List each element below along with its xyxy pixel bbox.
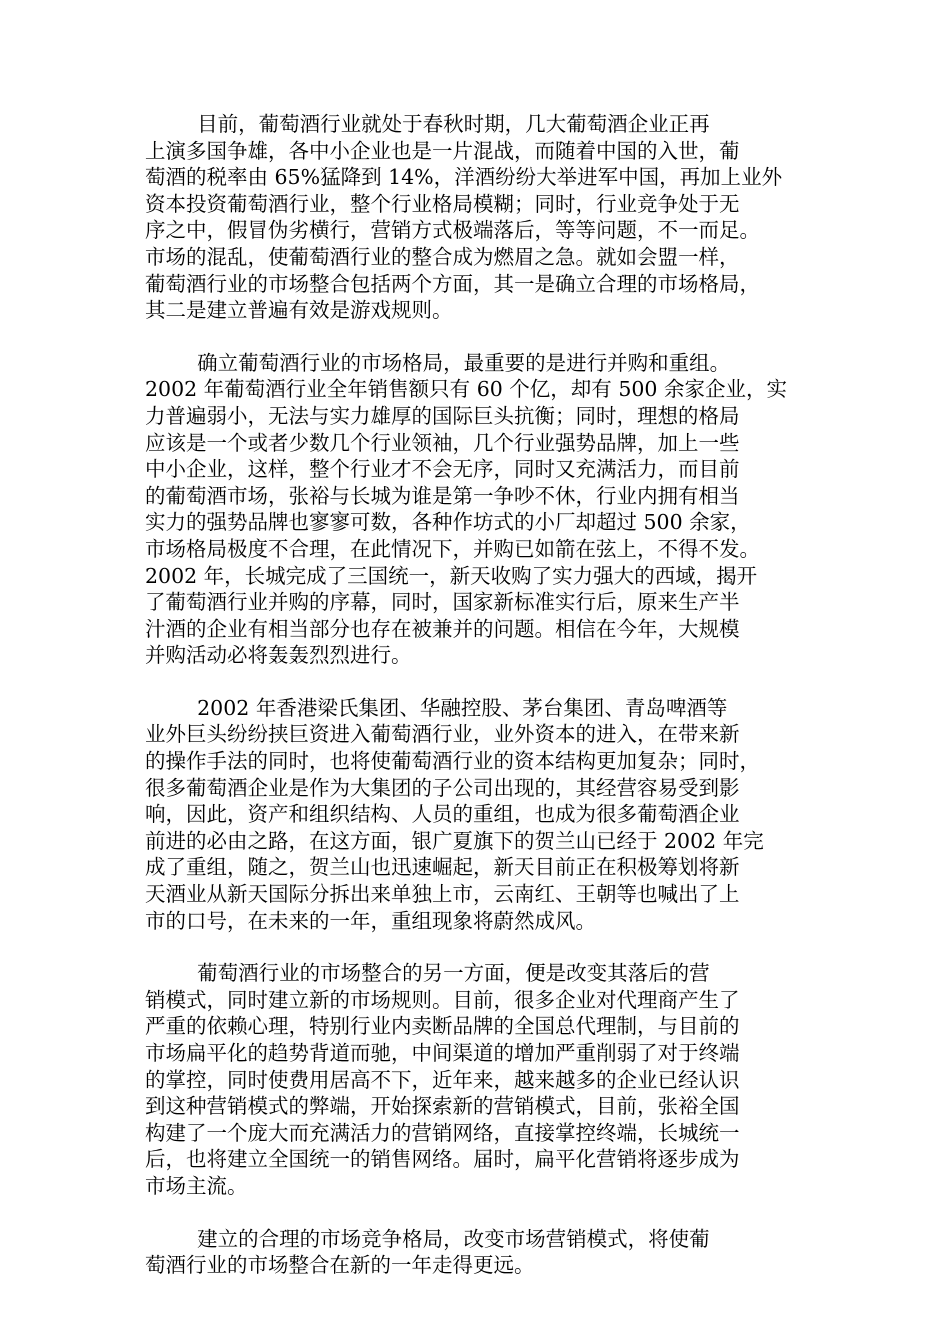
text-line: 严重的依赖心理，特别行业内卖断品牌的全国总代理制，与目前的 (145, 1014, 740, 1039)
text-line: 的葡萄酒市场，张裕与长城为谁是第一争吵不休，行业内拥有相当 (145, 483, 740, 508)
paragraph-2 (145, 350, 805, 669)
text-line: 后，也将建立全国统一的销售网络。届时，扁平化营销将逐步成为 (145, 1147, 740, 1172)
text-line: 很多葡萄酒企业是作为大集团的子公司出现的，其经营容易受到影 (145, 775, 740, 800)
text-line: 成了重组，随之，贺兰山也迅速崛起，新天目前正在积极筹划将新 (145, 855, 740, 880)
paragraph-1 (145, 111, 805, 324)
text-line: 2002 年，长城完成了三国统一，新天收购了实力强大的西域，揭开 (145, 563, 758, 588)
text-line: 的掌控，同时使费用居高不下，近年来，越来越多的企业已经认识 (145, 1067, 740, 1092)
text-line: 构建了一个庞大而充满活力的营销网络，直接掌控终端，长城统一 (145, 1120, 740, 1145)
text-line: 2002 年葡萄酒行业全年销售额只有 60 个亿，却有 500 余家企业，实 (145, 377, 787, 402)
text-line: 力普遍弱小，无法与实力雄厚的国际巨头抗衡；同时，理想的格局 (145, 403, 740, 428)
text-line: 汁酒的企业有相当部分也存在被兼并的问题。相信在今年，大规模 (145, 616, 740, 641)
text-line: 上演多国争雄，各中小企业也是一片混战，而随着中国的入世，葡 (145, 138, 740, 163)
text-line: 市场的混乱，使葡萄酒行业的整合成为燃眉之急。就如会盟一样， (145, 244, 740, 269)
text-line: 萄酒的税率由 65%猛降到 14%，洋酒纷纷大举进军中国，再加上业外 (145, 165, 783, 190)
text-line: 中小企业，这样，整个行业才不会无序，同时又充满活力，而目前 (145, 457, 740, 482)
text-line: 市场格局极度不合理，在此情况下，并购已如箭在弦上，不得不发。 (145, 536, 760, 561)
text-line: 葡萄酒行业的市场整合包括两个方面，其一是确立合理的市场格局， (145, 271, 760, 296)
paragraph-3 (145, 695, 805, 934)
text-line: 前进的必由之路，在这方面，银广夏旗下的贺兰山已经于 2002 年完 (145, 828, 764, 853)
text-line: 2002 年香港梁氏集团、华融控股、茅台集团、青岛啤酒等 (145, 695, 728, 720)
text-line: 葡萄酒行业的市场整合的另一方面，便是改变其落后的营 (145, 961, 710, 986)
text-line: 其二是建立普遍有效是游戏规则。 (145, 298, 453, 323)
text-line: 资本投资葡萄酒行业，整个行业格局模糊；同时，行业竞争处于无 (145, 191, 740, 216)
text-line: 建立的合理的市场竞争格局，改变市场营销模式，将使葡 (145, 1226, 710, 1251)
text-line: 到这种营销模式的弊端，开始探索新的营销模式，目前，张裕全国 (145, 1094, 740, 1119)
text-line: 序之中，假冒伪劣横行，营销方式极端落后，等等问题，不一而足。 (145, 218, 760, 243)
text-line: 市场主流。 (145, 1173, 248, 1198)
text-line: 天酒业从新天国际分拆出来单独上市，云南红、王朝等也喊出了上 (145, 882, 740, 907)
paragraph-4 (145, 960, 805, 1199)
text-line: 响，因此，资产和组织结构、人员的重组，也成为很多葡萄酒企业 (145, 802, 740, 827)
text-line: 业外巨头纷纷挟巨资进入葡萄酒行业，业外资本的进入，在带来新 (145, 722, 740, 747)
text-line: 目前，葡萄酒行业就处于春秋时期，几大葡萄酒企业正再 (145, 112, 710, 136)
text-line: 萄酒行业的市场整合在新的一年走得更远。 (145, 1253, 535, 1278)
paragraph-5 (145, 1226, 805, 1279)
text-line: 实力的强势品牌也寥寥可数，各种作坊式的小厂却超过 500 余家， (145, 510, 751, 535)
document-page (145, 111, 805, 1305)
text-line: 市场扁平化的趋势背道而驰，中间渠道的增加严重削弱了对于终端 (145, 1041, 740, 1065)
text-line: 的操作手法的同时，也将使葡萄酒行业的资本结构更加复杂；同时， (145, 749, 760, 774)
text-line: 销模式，同时建立新的市场规则。目前，很多企业对代理商产生了 (145, 987, 740, 1012)
text-line: 并购活动必将轰轰烈烈进行。 (145, 643, 412, 668)
text-line: 确立葡萄酒行业的市场格局，最重要的是进行并购和重组。 (145, 350, 731, 375)
text-line: 应该是一个或者少数几个行业领袖，几个行业强势品牌，加上一些 (145, 430, 740, 455)
text-line: 了葡萄酒行业并购的序幕，同时，国家新标准实行后，原来生产半 (145, 590, 740, 615)
text-line: 市的口号，在未来的一年，重组现象将蔚然成风。 (145, 908, 596, 933)
